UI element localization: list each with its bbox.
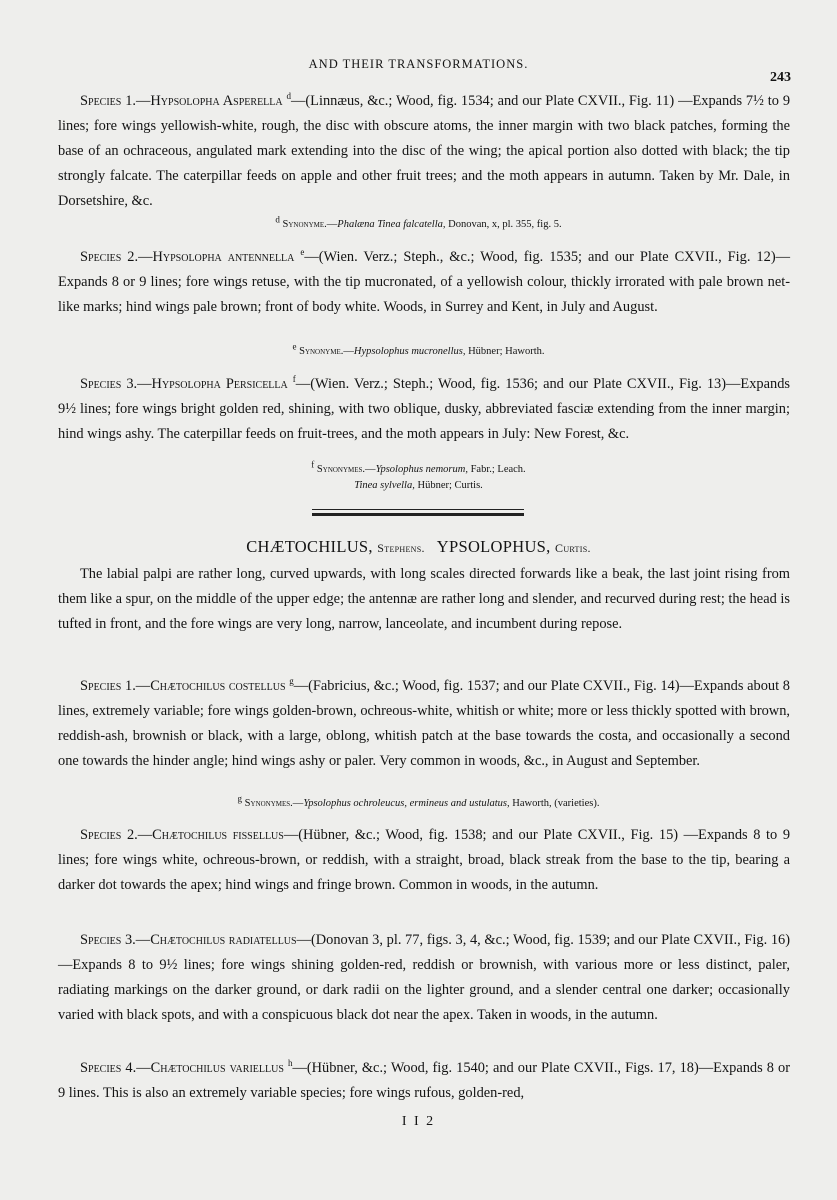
species-entry-chaetochilus-fissellus: Species 2.—Chætochilus fissellus—(Hübner, &c.; Wood, fig. 1538; and our Plate CXVII., Fig. 15) —Expands 8 to 9 lines; fore wings white, ochreous-brown, or reddish, with a straight, broad, black streak from the base to the tip, bearing a darker dot towards the apex; hind wings and fringe brown. Common in woods, in the autumn.	[58, 827, 791, 893]
species-name: Chætochilus variellus	[150, 1060, 284, 1076]
species-entry-chaetochilus-variellus: Species 4.—Chætochilus variellus $^h$—(Hübner, &c.; Wood, fig. 1540; and our Plate CXVII., Figs. 17, 18)—Expands 8 or 9 lines. This is also an extremely variable species; fore wings rufous, golden-red,	[58, 1058, 791, 1101]
genus-heading: CHÆTOCHILUS, Stephens. YPSOLOPHUS, Curtis.	[246, 537, 591, 556]
section-divider-thin	[312, 509, 524, 510]
section-divider-thick	[312, 513, 524, 516]
genus-description: The labial palpi are rather long, curved upwards, with long scales directed forwards like a beak, the last joint rising from them like a spur, on the middle of the upper edge; the antennæ are rather long and slender, and recurved during rest; the head is tufted in front, and the fore wings are very long, narrow, lanceolate, and incumbent during repose.	[58, 566, 790, 632]
species-name: Chætochilus costellus	[150, 678, 286, 694]
species-name: Hypsolopha Persicella	[151, 376, 288, 392]
footnote-marker: d	[286, 91, 291, 102]
printer-signature: I I 2	[401, 1114, 436, 1129]
species-entry-hypsolopha-persicella: Species 3.—Hypsolopha Persicella $^f$—(Wien. Verz.; Steph.; Wood, fig. 1536; and our Plate CXVII., Fig. 13)—Expands 9½ lines; fore wings bright golden red, shining, with two oblique, dusky, abbreviated fasciæ extending from the inner margin; hind wings ashy. The caterpillar feeds on fruit-trees, and the moth appears in July: New Forest, &c.	[58, 374, 790, 442]
species-name: Chætochilus fissellus	[152, 827, 284, 843]
page-number: 243	[770, 70, 791, 85]
footnote-g: g Synonymes.—Ypsolophus ochroleucus, ermineus and ustulatus, Haworth, (varieties).	[237, 793, 600, 809]
species-name: Hypsolopha Asperella	[150, 93, 283, 109]
footnote-marker: g	[289, 676, 294, 687]
footnote-f: f Synonymes.—Ypsolophus nemorum, Fabr.; Leach. Tinea sylvella, Hübner; Curtis.	[311, 459, 526, 491]
species-entry-chaetochilus-costellus: Species 1.—Chætochilus costellus $^g$—(Fabricius, &c.; Wood, fig. 1537; and our Plate CXVII., Fig. 14)—Expands about 8 lines, extremely variable; fore wings golden-brown, ochreous-white, whitish or white; more or less thickly spotted with brown, reddish-ash, brownish or black, with a large, oblong, whitish patch at the base towards the costa, and occasionally a second one towards the hinder angle; hind wings ashy or paler. Very common in woods, &c., in August and September.	[58, 676, 790, 769]
running-head: AND THEIR TRANSFORMATIONS.	[308, 57, 529, 71]
species-name: Hypsolopha antennella	[152, 249, 295, 265]
footnote-marker: e	[300, 247, 305, 258]
footnote-e: e Synonyme.—Hypsolophus mucronellus, Hübner; Haworth.	[292, 341, 545, 357]
footnote-marker: f	[292, 374, 296, 385]
species-entry-hypsolopha-antennella: Species 2.—Hypsolopha antennella $^e$—(Wien. Verz.; Steph., &c.; Wood, fig. 1535; and our Plate CXVII., Fig. 12)—Expands 8 or 9 lines; fore wings retuse, with the tip mucronated, of a yellowish colour, thickly irrorated with pale brown net-like marks; hind wings pale brown; front of body white. Woods, in Surrey and Kent, in July and August.	[58, 247, 791, 315]
species-entry-chaetochilus-radiatellus: Species 3.—Chætochilus radiatellus—(Donovan 3, pl. 77, figs. 3, 4, &c.; Wood, fig. 1539; and our Plate CXVII., Fig. 16)—Expands 8 to 9½ lines; fore wings shining golden-red, reddish or brownish, with various more or less distinct, paler, radiating markings on the darker ground, or dark radii on the lighter ground, and a slender central one darker; occasionally varied with black spots, and with a conspicuous black dot near the apex. Taken in woods, in the autumn.	[58, 932, 790, 1023]
species-name: Chætochilus radiatellus	[150, 932, 297, 948]
footnote-d: d Synonyme.—Phalæna Tinea falcatella, Donovan, x, pl. 355, fig. 5.	[275, 214, 562, 230]
footnote-marker: h	[287, 1058, 293, 1069]
species-entry-hypsolopha-asperella: Species 1.—Hypsolopha Asperella $^d$—(Linnæus, &c.; Wood, fig. 1534; and our Plate CXVII., Fig. 11) —Expands 7½ to 9 lines; fore wings yellowish-white, rough, the disc with obscure atoms, the inner margin with two black patches, forming the base of an ochraceous, angulated mark extending into the disc of the wing; the apical portion also dotted with black; the tip strongly falcate. The caterpillar feeds on apple and other fruit trees; and the moth appears in autumn. Taken by Mr. Dale, in Dorsetshire, &c.	[58, 91, 791, 209]
